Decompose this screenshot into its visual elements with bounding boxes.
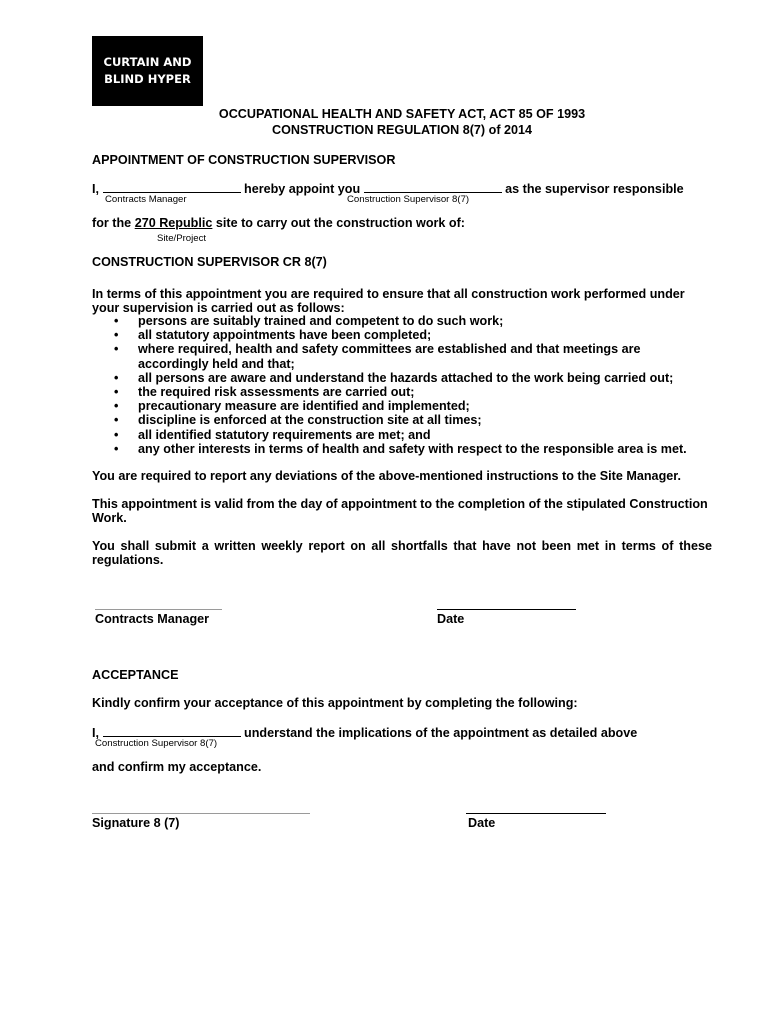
bullet-icon: • <box>114 314 119 328</box>
duties-list <box>114 314 714 456</box>
duty-item: • where required, health and safety committees are established and that meetings are accordingly held and that; <box>114 342 641 371</box>
duty-item: • the required risk assessments are carried out; <box>114 385 415 400</box>
bullet-icon: • <box>114 370 119 385</box>
weekly-report-text: You shall submit a written weekly report on all shortfalls that have not been met in terms of these regulations. <box>92 539 712 568</box>
signature-line[interactable] <box>92 813 310 814</box>
site-suffix: site to carry out the construction work of: <box>215 216 465 230</box>
bullet-icon: • <box>114 342 119 357</box>
supervisor-section-heading: CONSTRUCTION SUPERVISOR CR 8(7) <box>92 255 327 269</box>
bullet-icon: • <box>114 328 119 343</box>
logo-line-1: CURTAIN AND <box>103 55 192 69</box>
duty-item: • any other interests in terms of health and safety with respect to the responsible area is met. <box>114 441 687 456</box>
contracts-manager-signature-line[interactable] <box>95 609 222 610</box>
logo-line-2: BLIND HYPER <box>104 72 191 86</box>
appointment-middle: hereby appoint you <box>244 182 361 196</box>
date-line-top[interactable] <box>437 609 576 610</box>
duty-item: • all statutory appointments have been completed; <box>114 328 432 343</box>
appointment-heading: APPOINTMENT OF CONSTRUCTION SUPERVISOR <box>92 153 396 167</box>
site-name: 270 Republic <box>134 216 213 230</box>
bullet-icon: • <box>114 399 119 414</box>
construction-supervisor-blank[interactable] <box>364 180 502 193</box>
appointment-line-2 <box>92 216 465 230</box>
acceptance-instruction: Kindly confirm your acceptance of this appointment by completing the following: <box>92 696 578 710</box>
acceptance-confirm: and confirm my acceptance. <box>92 760 262 774</box>
caption-acceptance-supervisor: Construction Supervisor 8(7) <box>95 738 218 749</box>
duty-item: • all persons are aware and understand the hazards attached to the work being carried out; <box>114 370 674 385</box>
contracts-manager-label: Contracts Manager <box>95 612 210 626</box>
acceptance-prefix: I, <box>92 726 99 740</box>
bullet-icon: • <box>114 427 119 442</box>
signature-label: Signature 8 (7) <box>92 816 180 830</box>
validity-text: This appointment is valid from the day of appointment to the completion of the stipulated Construction Work. <box>92 497 708 526</box>
duty-item: • all identified statutory requirements are met; and <box>114 427 431 442</box>
caption-site-project: Site/Project <box>157 233 207 244</box>
bullet-icon: • <box>114 385 119 400</box>
date-label-bottom: Date <box>468 816 496 830</box>
bullet-icon: • <box>114 413 119 428</box>
caption-construction-supervisor: Construction Supervisor 8(7) <box>347 194 470 205</box>
date-label-top: Date <box>437 612 465 626</box>
report-deviations-text: You are required to report any deviations of the above-mentioned instructions to the Site Manager. <box>92 469 681 483</box>
appointment-prefix: I, <box>92 182 99 196</box>
company-logo <box>92 36 203 106</box>
supervisor-intro: In terms of this appointment you are required to ensure that all construction work performed under your supervision is carried out as follows: <box>92 287 685 316</box>
appointment-suffix: as the supervisor responsible <box>505 182 684 196</box>
acceptance-heading: ACCEPTANCE <box>92 668 179 682</box>
acceptance-supervisor-blank[interactable] <box>103 724 241 737</box>
document-title-regulation: CONSTRUCTION REGULATION 8(7) of 2014 <box>271 123 533 137</box>
duty-item: • persons are suitably trained and competent to do such work; <box>114 314 504 328</box>
date-line-bottom[interactable] <box>466 813 606 814</box>
document-title-act: OCCUPATIONAL HEALTH AND SAFETY ACT, ACT 85 OF 1993 <box>218 107 586 121</box>
acceptance-suffix: understand the implications of the appointment as detailed above <box>244 726 638 740</box>
site-prefix: for the <box>92 216 132 230</box>
caption-contracts-manager: Contracts Manager <box>105 194 187 205</box>
duty-item: • precautionary measure are identified and implemented; <box>114 399 470 414</box>
contracts-manager-blank[interactable] <box>103 180 241 193</box>
bullet-icon: • <box>114 441 119 456</box>
duty-item: • discipline is enforced at the construction site at all times; <box>114 413 482 428</box>
